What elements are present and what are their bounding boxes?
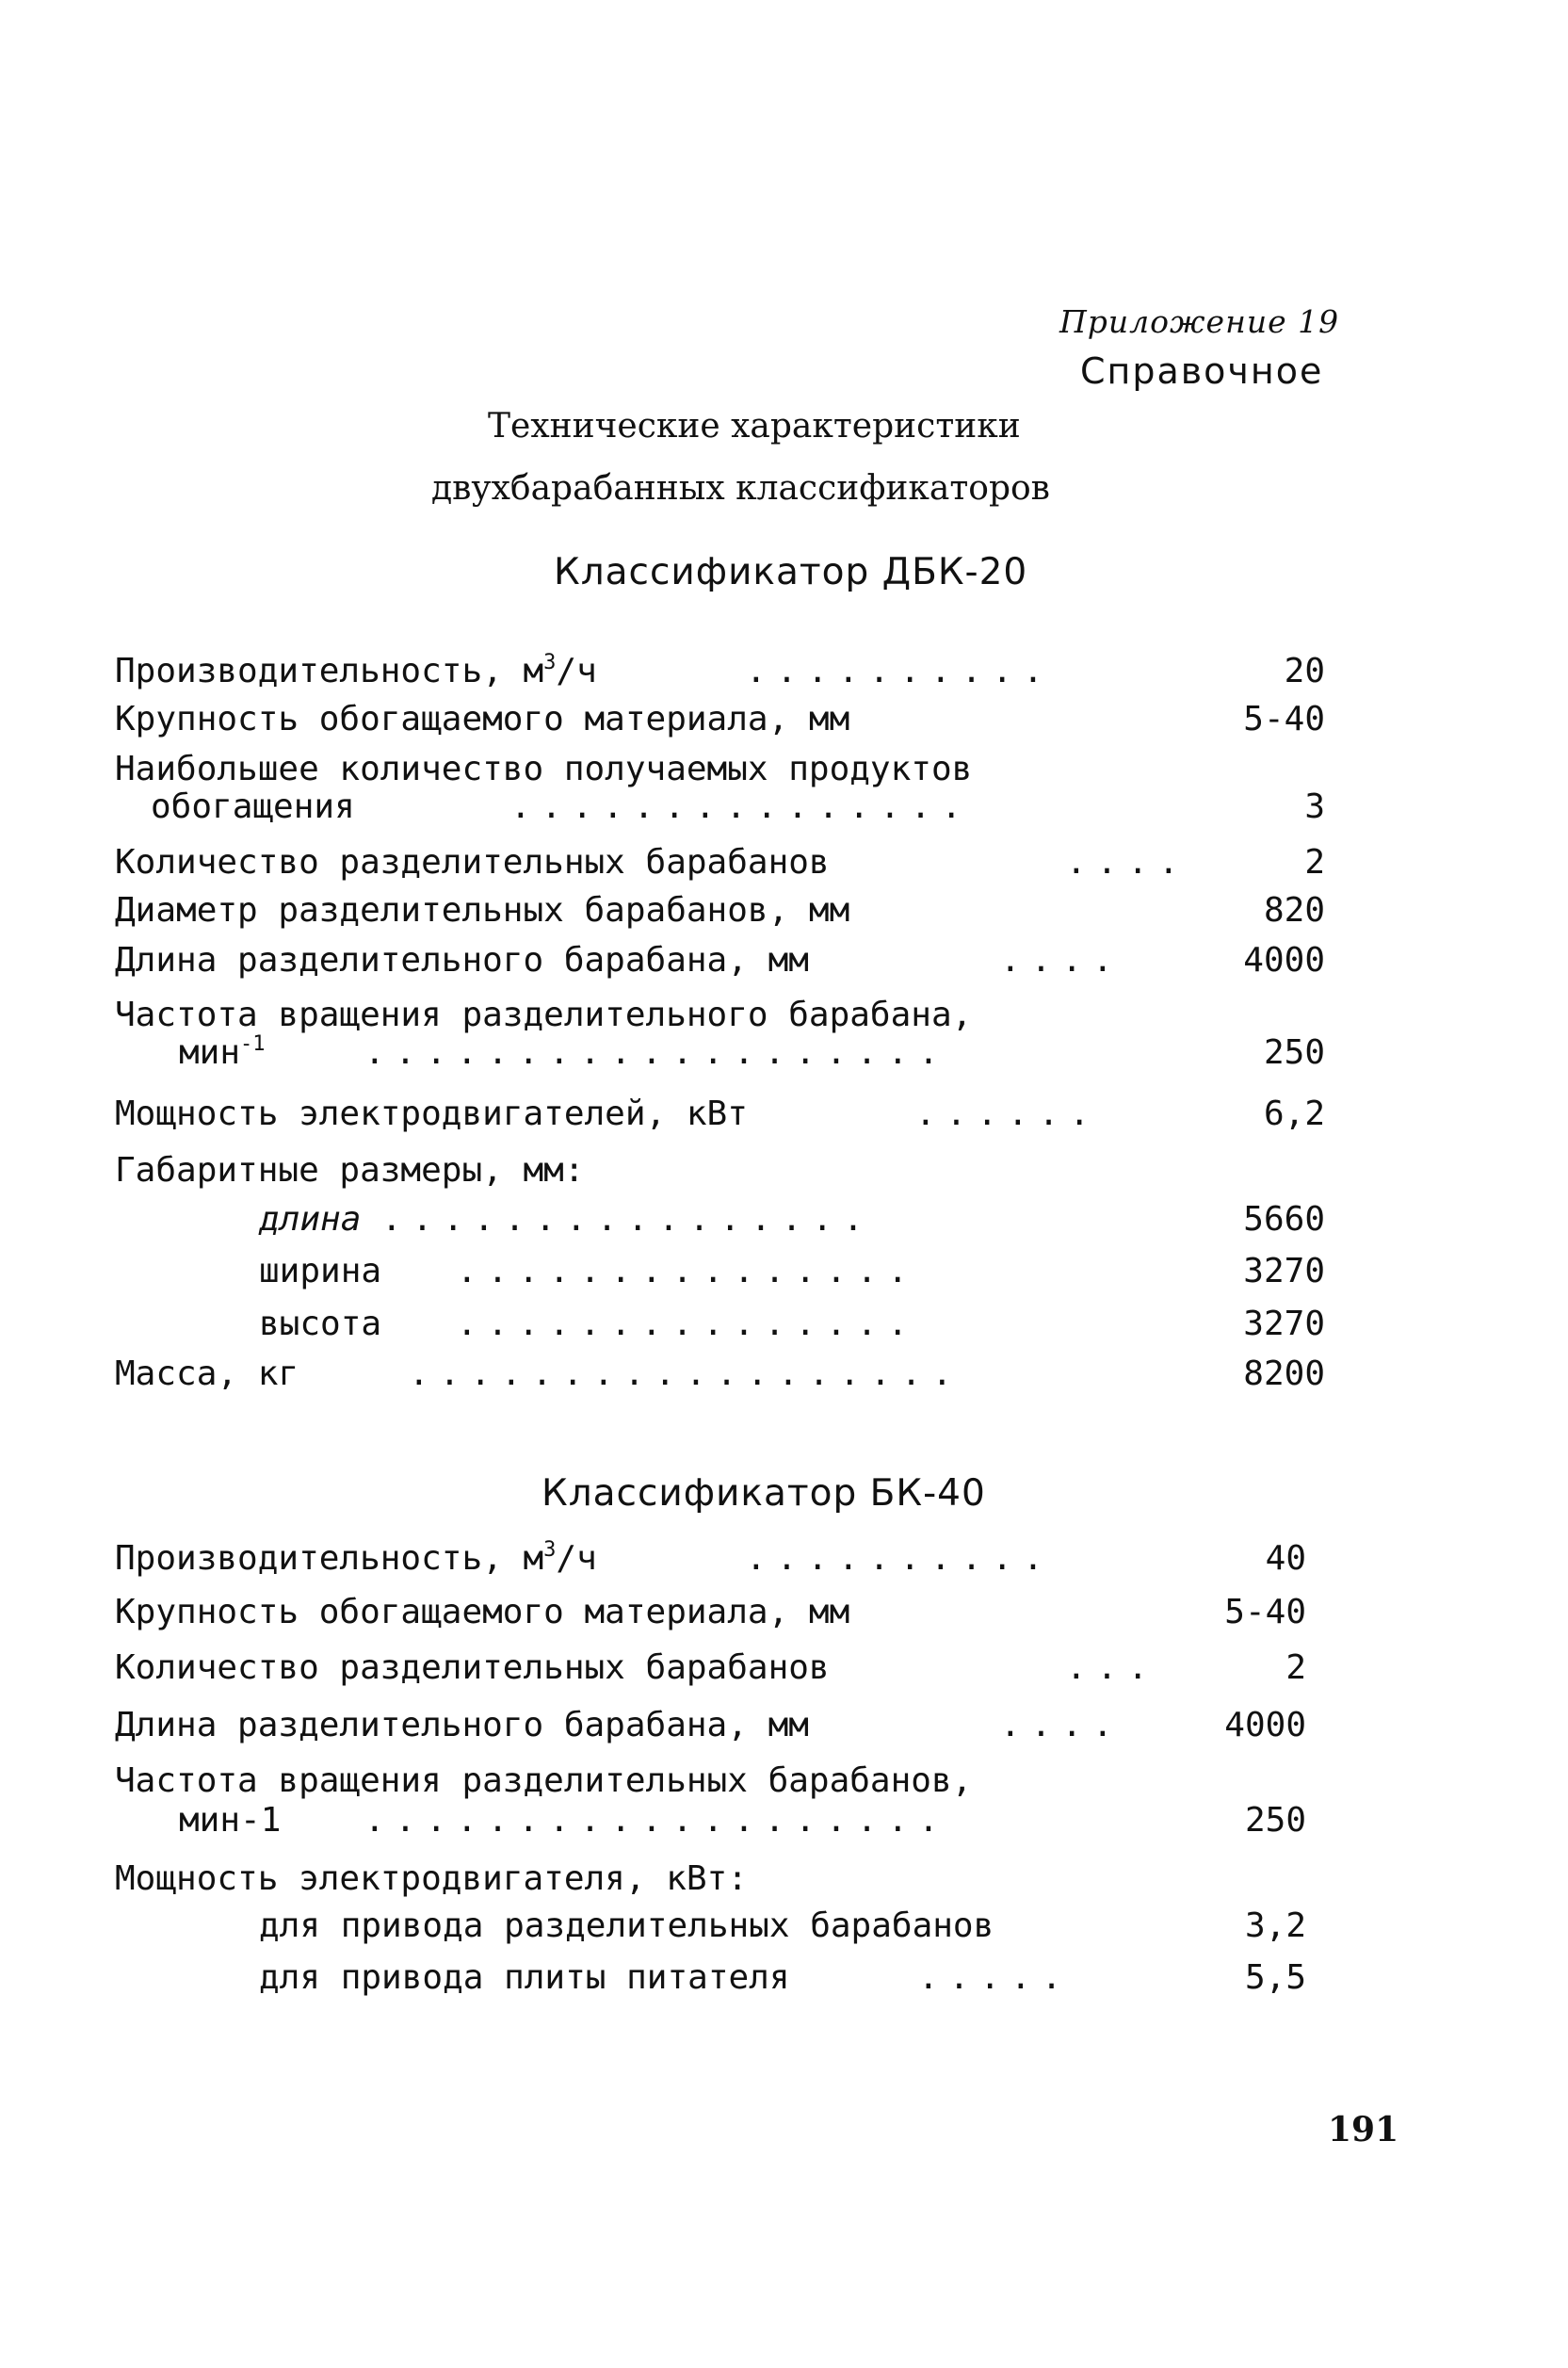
spec-label: для привода разделительных барабанов bbox=[259, 1906, 994, 1945]
leader-dots: ............... bbox=[457, 1305, 919, 1343]
spec-label: мин bbox=[179, 1033, 241, 1072]
page-title-line-2: двухбарабанных классификаторов bbox=[431, 469, 1050, 508]
spec-row-length bbox=[259, 1198, 1325, 1241]
spec-row-drum-drive bbox=[259, 1905, 1325, 1948]
spec-label: Крупность обогащаемого материала, мм bbox=[115, 1593, 850, 1631]
spec-label: длина bbox=[259, 1200, 362, 1239]
spec-label-rotation: Частота вращения разделительных барабанов, bbox=[115, 1761, 973, 1800]
spec-row-mass bbox=[115, 1353, 1325, 1396]
spec-value: 2 bbox=[1304, 843, 1325, 882]
spec-value: 250 bbox=[1263, 1033, 1325, 1072]
superscript: 3 bbox=[543, 651, 557, 674]
spec-row-particle-size bbox=[115, 698, 1325, 741]
page-number: 191 bbox=[1328, 2110, 1399, 2149]
spec-row-products bbox=[115, 786, 1325, 829]
spec-row-rotation bbox=[115, 1799, 1325, 1842]
spec-label-tail: /ч bbox=[556, 1539, 597, 1578]
spec-value: 5-40 bbox=[1224, 1593, 1306, 1631]
spec-label-products: Наибольшее количество получаемых продуктов bbox=[115, 750, 973, 788]
reference-label: Справочное bbox=[1080, 350, 1324, 392]
spec-label: Производительность, м bbox=[115, 652, 544, 690]
spec-value: 4000 bbox=[1224, 1706, 1306, 1744]
leader-dots: ............... bbox=[510, 787, 973, 826]
spec-row-height bbox=[259, 1303, 1325, 1346]
spec-row-feeder-drive bbox=[259, 1956, 1325, 2000]
spec-value: 20 bbox=[1284, 652, 1325, 690]
superscript: 3 bbox=[543, 1538, 557, 1562]
spec-value: 5,5 bbox=[1244, 1958, 1306, 1997]
leader-dots: ...... bbox=[915, 1095, 1101, 1133]
spec-label: Масса, кг bbox=[115, 1354, 299, 1393]
spec-label-rotation: Частота вращения разделительного барабана, bbox=[115, 996, 973, 1034]
leader-dots: .......... bbox=[746, 1539, 1054, 1578]
spec-value: 2 bbox=[1285, 1648, 1306, 1687]
spec-row-rotation bbox=[115, 1031, 1325, 1075]
spec-value: 250 bbox=[1244, 1801, 1306, 1840]
spec-row-particle-size bbox=[115, 1591, 1325, 1634]
spec-label: Количество разделительных барабанов bbox=[115, 1648, 830, 1687]
spec-row-drum-length bbox=[115, 1704, 1325, 1747]
spec-row-drum-diameter bbox=[115, 889, 1325, 933]
superscript: -1 bbox=[240, 1032, 266, 1056]
spec-label: Длина разделительного барабана, мм bbox=[115, 941, 809, 980]
spec-label: мин-1 bbox=[179, 1801, 282, 1840]
spec-label: высота bbox=[259, 1305, 382, 1343]
leader-dots: .......... bbox=[746, 652, 1054, 690]
section-title-bk40: Классификатор БК-40 bbox=[542, 1472, 986, 1515]
spec-label: Диаметр разделительных барабанов, мм bbox=[115, 891, 850, 930]
spec-label: Крупность обогащаемого материала, мм bbox=[115, 700, 850, 738]
spec-row-drum-length bbox=[115, 939, 1325, 982]
spec-row-productivity bbox=[115, 650, 1325, 693]
spec-label-tail: /ч bbox=[556, 652, 597, 690]
spec-value: 3270 bbox=[1243, 1252, 1325, 1290]
spec-value: 40 bbox=[1265, 1539, 1306, 1578]
spec-label: Длина разделительного барабана, мм bbox=[115, 1706, 809, 1744]
spec-value: 3,2 bbox=[1244, 1906, 1306, 1945]
spec-value: 8200 bbox=[1243, 1354, 1325, 1393]
spec-row-width bbox=[259, 1250, 1325, 1293]
spec-row-motor-power bbox=[115, 1093, 1325, 1136]
spec-value: 820 bbox=[1263, 891, 1325, 930]
leader-dots: ................ bbox=[381, 1200, 874, 1239]
spec-row-drum-count bbox=[115, 1646, 1325, 1690]
spec-value: 6,2 bbox=[1263, 1095, 1325, 1133]
spec-label: ширина bbox=[259, 1252, 382, 1290]
spec-label-dimensions: Габаритные размеры, мм: bbox=[115, 1151, 585, 1190]
spec-row-productivity bbox=[115, 1537, 1325, 1581]
spec-label: для привода плиты питателя bbox=[259, 1958, 790, 1997]
spec-value: 5660 bbox=[1243, 1200, 1325, 1239]
leader-dots: ................... bbox=[364, 1801, 949, 1840]
leader-dots: ................... bbox=[364, 1033, 949, 1072]
leader-dots: .... bbox=[1066, 843, 1189, 882]
leader-dots: .... bbox=[1000, 1706, 1123, 1744]
spec-value: 5-40 bbox=[1243, 700, 1325, 738]
spec-label: Количество разделительных барабанов bbox=[115, 843, 830, 882]
leader-dots: ... bbox=[1066, 1648, 1159, 1687]
spec-value: 3270 bbox=[1243, 1305, 1325, 1343]
leader-dots: .................. bbox=[409, 1354, 963, 1393]
spec-value: 4000 bbox=[1243, 941, 1325, 980]
leader-dots: ............... bbox=[457, 1252, 919, 1290]
spec-label-motor-power: Мощность электродвигателя, кВт: bbox=[115, 1859, 748, 1898]
appendix-label: Приложение 19 bbox=[1059, 303, 1340, 340]
leader-dots: ..... bbox=[918, 1958, 1073, 1997]
spec-label: Производительность, м bbox=[115, 1539, 544, 1578]
leader-dots: .... bbox=[1000, 941, 1123, 980]
spec-label: Мощность электродвигателей, кВт bbox=[115, 1095, 748, 1133]
spec-value: 3 bbox=[1304, 787, 1325, 826]
spec-label: обогащения bbox=[151, 787, 355, 826]
spec-row-drum-count bbox=[115, 841, 1325, 884]
section-title-dbk20: Классификатор ДБК-20 bbox=[554, 551, 1028, 593]
page-title-line-1: Технические характеристики bbox=[488, 407, 1021, 446]
